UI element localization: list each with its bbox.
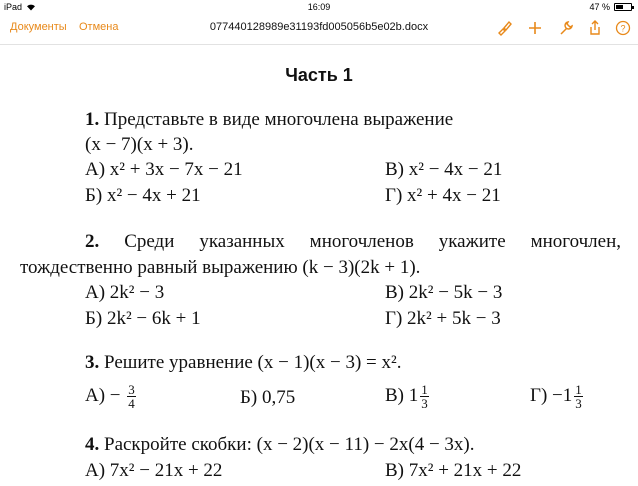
plus-icon[interactable] bbox=[526, 19, 544, 37]
question-text: Представьте в виде многочлена выражение bbox=[104, 109, 454, 130]
question-1 bbox=[85, 109, 453, 131]
fraction: $\frac{1}{3}$ bbox=[575, 382, 582, 411]
question-number: 4. bbox=[85, 434, 100, 455]
question-number: 3. bbox=[85, 352, 100, 373]
document-page[interactable] bbox=[0, 45, 638, 486]
question-1-expression: (x − 7)(x + 3). bbox=[85, 134, 194, 155]
fraction: $\frac{1}{3}$ bbox=[421, 382, 428, 411]
part-title: Часть 1 bbox=[285, 65, 353, 85]
answer-option: А) − $\frac{3}{4}$ bbox=[85, 382, 135, 411]
app-toolbar bbox=[0, 14, 638, 45]
answer-option: Б) 2k² − 6k + 1 bbox=[85, 308, 201, 329]
answer-option: А) 7x² − 21x + 22 bbox=[85, 460, 223, 481]
question-4 bbox=[85, 434, 474, 456]
documents-button[interactable]: Документы bbox=[10, 21, 67, 33]
question-2 bbox=[85, 231, 621, 253]
question-2-line-2: тождественно равный выражению (k − 3)(2k + 1). bbox=[20, 257, 421, 278]
svg-text:?: ? bbox=[620, 23, 626, 34]
help-icon[interactable] bbox=[614, 19, 632, 37]
question-text: Раскройте скобки: (x − 2)(x − 11) − 2x(4 − 3x). bbox=[104, 434, 475, 455]
fraction: $\frac{3}{4}$ bbox=[128, 382, 135, 411]
answer-option: Б) 0,75 bbox=[240, 387, 296, 408]
answer-option: Г) −1 $\frac{1}{3}$ bbox=[530, 382, 582, 411]
question-text: Среди указанных многочленов укажите многочлен, bbox=[124, 231, 621, 252]
question-text: Решите уравнение (x − 1)(x − 3) = x². bbox=[104, 352, 402, 373]
answer-option: А) x² + 3x − 7x − 21 bbox=[85, 159, 243, 180]
question-3 bbox=[85, 352, 401, 374]
question-number: 2. bbox=[85, 231, 100, 252]
status-bar bbox=[0, 0, 638, 14]
wrench-icon[interactable] bbox=[557, 19, 575, 37]
brush-icon[interactable] bbox=[495, 19, 513, 37]
device-label: iPad bbox=[4, 2, 23, 12]
answer-option: В) 7x² + 21x + 22 bbox=[385, 460, 522, 481]
share-icon[interactable] bbox=[586, 19, 604, 37]
battery-icon bbox=[614, 3, 632, 11]
answer-option: В) 1 $\frac{1}{3}$ bbox=[385, 382, 428, 411]
question-number: 1. bbox=[85, 109, 100, 130]
answer-option: В) x² − 4x − 21 bbox=[385, 159, 503, 180]
clock: 16:09 bbox=[307, 2, 331, 12]
answer-option: Г) x² + 4x − 21 bbox=[385, 185, 501, 206]
answer-option: В) 2k² − 5k − 3 bbox=[385, 282, 503, 303]
answer-option: Г) 2k² + 5k − 3 bbox=[385, 308, 501, 329]
answer-option: Б) x² − 4x + 21 bbox=[85, 185, 201, 206]
answer-option: А) 2k² − 3 bbox=[85, 282, 165, 303]
cancel-button[interactable]: Отмена bbox=[79, 21, 119, 33]
file-name: 077440128989e31193fd005056b5e02b.docx bbox=[209, 21, 429, 33]
battery-percent: 47 % bbox=[589, 2, 610, 12]
